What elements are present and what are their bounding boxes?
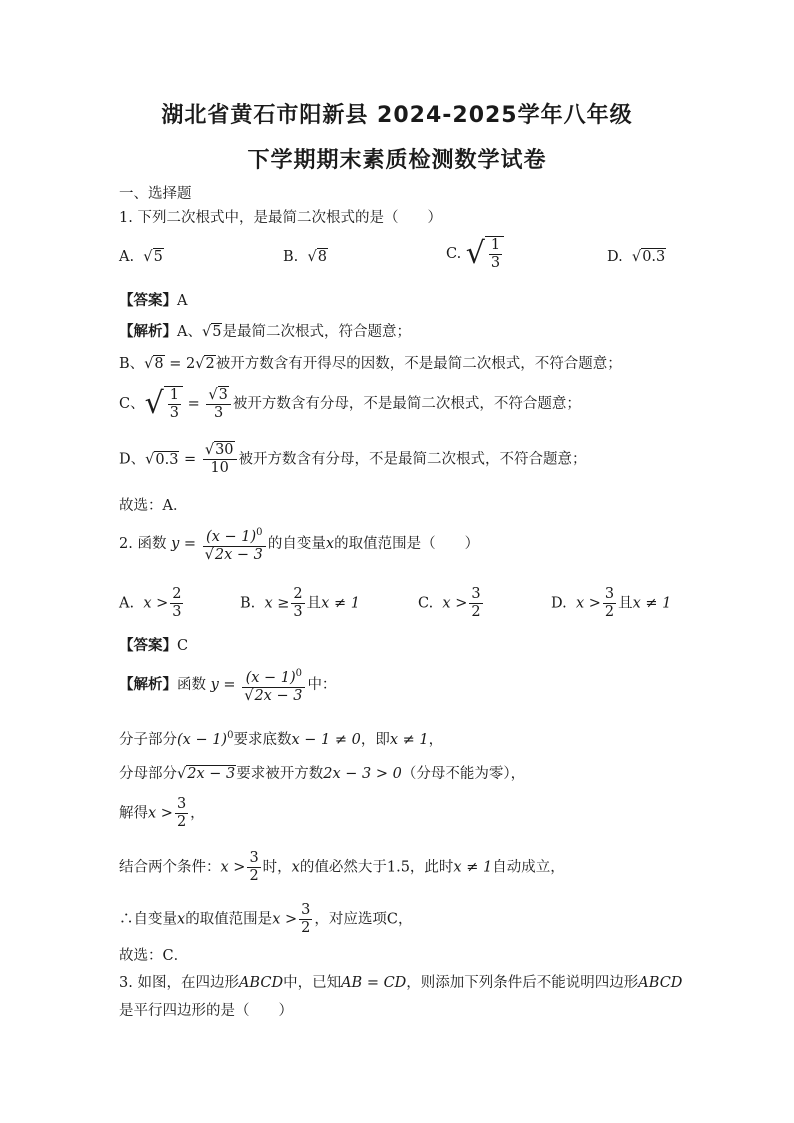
analysis-tag: 【解析】 — [119, 675, 177, 693]
stem-prefix: 2. 函数 — [119, 535, 167, 552]
denominator: 2 — [471, 604, 481, 620]
analysis-text: 被开方数含有分母，不是最简二次根式，不符合题意； — [232, 396, 581, 412]
sqrt-fraction: √ $\frac{1}{3}$ — [466, 236, 504, 272]
q1-choose: 故选：A． — [119, 498, 188, 514]
math-expr: x > — [220, 859, 246, 876]
stem-text: 的取值范围是（ ） — [334, 535, 480, 552]
denominator: 2 — [301, 920, 311, 936]
numerator: (x − 1) — [206, 528, 257, 545]
math-expr: 2x − 3 > 0 — [323, 766, 402, 782]
q1-option-c — [446, 236, 504, 272]
q1-option-d: D. √0.3 — [607, 249, 666, 265]
q1-analysis-c: C、 √ $\frac{1}{3}$ = $\frac{√3}{3}$ 被开方数含有分母，不是最简二次根式，不符合题意； — [119, 386, 581, 421]
math-var: x — [325, 535, 335, 552]
math-var: x — [177, 911, 186, 928]
math-var: y — [210, 676, 219, 693]
math-expr: x > — [575, 595, 601, 612]
exponent: 0 — [256, 527, 263, 538]
math-expr: x > — [272, 911, 298, 928]
section-heading: 一、选择题 — [119, 186, 192, 202]
analysis-text: 的值必然大于 — [299, 859, 387, 876]
equation-part: = 2 — [164, 356, 196, 372]
numerator: 3 — [249, 850, 259, 866]
analysis-text: 是最简二次根式，符合题意； — [222, 324, 411, 340]
analysis-tag: 【解析】 — [119, 323, 177, 340]
question-3-stem-line1 — [119, 971, 682, 992]
function-fraction: $\frac{(x - 1)^0}{√2x - 3}$ — [203, 524, 266, 564]
analysis-text: ， — [190, 805, 205, 822]
denominator: 2 — [604, 604, 615, 620]
denominator: 2 — [176, 814, 187, 830]
math-value: 1.5 — [386, 859, 410, 876]
exponent: 0 — [227, 730, 234, 742]
analysis-text: 被开方数含有分母，不是最简二次根式，不符合题意； — [238, 451, 587, 468]
radicand: 2 — [205, 356, 215, 372]
math-expr: AB = CD — [341, 975, 407, 991]
radicand: 0.3 — [642, 249, 666, 265]
numerator: 1 — [169, 387, 179, 403]
q2-analysis-intro: 【解析】函数 y = $\frac{(x - 1)^0}{√2x - 3}$ 中： — [119, 665, 336, 705]
math-expr: x − 1 ≠ 0 — [291, 732, 361, 748]
analysis-text: 被开方数含有开得尽的因数，不是最简二次根式，不符合题意； — [215, 356, 622, 372]
sqrt-fraction: √ $\frac{1}{3}$ — [145, 386, 183, 422]
option-letter: D. — [551, 595, 567, 612]
math-expr: x > — [148, 805, 173, 822]
analysis-prefix: B、 — [119, 356, 145, 372]
analysis-text: （分母不能为零）， — [401, 766, 526, 782]
math-expr: x ≠ 1 — [453, 859, 493, 876]
numerator: 3 — [176, 796, 187, 812]
option-letter: A. — [119, 249, 135, 265]
function-fraction: $\frac{(x - 1)^0}{√2x - 3}$ — [242, 665, 305, 705]
radicand: 0.3 — [155, 451, 179, 468]
math-expr: x > — [143, 595, 169, 612]
math-expr: ABCD — [638, 975, 683, 991]
q2-analysis-line1 — [119, 728, 443, 749]
q2-analysis-line3 — [119, 796, 205, 831]
option-text: 且 — [618, 595, 633, 612]
math-var: x — [291, 859, 300, 876]
q1-answer — [119, 289, 187, 310]
analysis-text: 分子部分 — [119, 732, 177, 748]
stem-text: 中，已知 — [283, 975, 342, 991]
q1-option-b: B. √8 — [283, 249, 327, 265]
q2-analysis-line5 — [119, 902, 412, 937]
math-expr: x ≠ 1 — [389, 732, 429, 748]
denominator: 3 — [293, 604, 303, 620]
q1-analysis-d: D、√0.3 = $\frac{√30}{10}$ 被开方数含有分母，不是最简二次根式，不符合题意； — [119, 442, 587, 476]
analysis-text: 结合两个条件： — [119, 859, 221, 876]
answer-tag: 【答案】 — [119, 637, 177, 654]
stem-text: 的自变量 — [267, 535, 326, 552]
analysis-text: ，对应选项C， — [314, 911, 413, 928]
math-expr: (x − 1) — [177, 732, 228, 748]
q2-answer — [119, 634, 188, 655]
analysis-text: 自动成立， — [492, 859, 565, 876]
analysis-text: 中： — [307, 676, 337, 693]
math-expr: x ≠ 1 — [632, 595, 672, 612]
q2-option-c — [418, 586, 485, 621]
question-3-stem-line2: 是平行四边形的是（ ） — [119, 1003, 293, 1019]
q1-analysis-b: B、√8 = 2√2被开方数含有开得尽的因数，不是最简二次根式，不符合题意； — [119, 356, 622, 372]
q2-option-d — [551, 586, 671, 621]
math-expr: ABCD — [238, 975, 284, 991]
denominator: 3 — [490, 255, 501, 271]
analysis-prefix: D、 — [119, 451, 146, 468]
numerator: 3 — [301, 902, 311, 918]
radicand: 2x − 3 — [187, 766, 236, 782]
option-letter: A. — [119, 595, 135, 612]
option-letter: C. — [418, 595, 434, 612]
fraction: $\frac{√30}{10}$ — [203, 442, 237, 477]
radicand: 2x − 3 — [254, 687, 303, 704]
math-var: y — [171, 535, 180, 552]
analysis-text: ， — [428, 732, 444, 748]
analysis-text: 时， — [262, 859, 292, 876]
option-letter: D. — [607, 249, 623, 265]
analysis-text: ，此时 — [409, 859, 454, 876]
answer-value: C — [177, 638, 189, 654]
math-expr: x > — [442, 595, 468, 612]
radicand: 3 — [218, 386, 228, 403]
analysis-text: 解得 — [119, 805, 148, 822]
analysis-text: 的取值范围是 — [185, 911, 273, 928]
numerator: 2 — [293, 586, 303, 602]
option-letter: C. — [446, 246, 462, 262]
q2-analysis-line2: 分母部分√2x − 3要求被开方数2x − 3 > 0（分母不能为零）， — [119, 766, 526, 782]
answer-tag: 【答案】 — [119, 292, 177, 309]
analysis-text: ，即 — [360, 732, 390, 748]
numerator: (x − 1) — [245, 669, 296, 686]
radicand: 5 — [153, 249, 163, 265]
exam-title-line2: 下学期期末素质检测数学试卷 — [247, 148, 547, 173]
radicand: 8 — [317, 249, 327, 265]
denominator: 2 — [249, 868, 259, 884]
denominator: 3 — [169, 405, 179, 421]
option-text: 且 — [306, 595, 322, 612]
question-2-stem: 2. 函数 y = $\frac{(x - 1)^0}{√2x - 3}$ 的自变量x的取值范围是（ ） — [119, 524, 479, 564]
denominator: 3 — [206, 404, 230, 422]
numerator: 1 — [490, 237, 501, 253]
q1-analysis-a: 【解析】A、√5是最简二次根式，符合题意； — [119, 323, 411, 340]
question-1-stem: 1. 下列二次根式中，是最简二次根式的是（ ） — [119, 210, 442, 226]
radicand: 8 — [154, 356, 164, 372]
denominator: 3 — [172, 604, 182, 620]
math-expr: x ≥ — [264, 595, 290, 612]
answer-value: A — [177, 293, 188, 309]
analysis-prefix: C、 — [119, 396, 145, 412]
fraction: $\frac{√3}{3}$ — [206, 387, 230, 422]
analysis-text: 要求被开方数 — [236, 766, 324, 782]
option-letter: B. — [240, 595, 256, 612]
q2-option-b — [240, 586, 360, 621]
numerator: 2 — [172, 586, 182, 602]
denominator: 10 — [203, 459, 237, 477]
analysis-prefix: 函数 — [177, 676, 206, 693]
exam-title-line1: 湖北省黄石市阳新县 2024-2025学年八年级 — [161, 103, 633, 128]
q2-choose: 故选：C． — [119, 948, 189, 964]
stem-text: ，则添加下列条件后不能说明四边形 — [406, 975, 639, 991]
numerator: 3 — [471, 586, 481, 602]
q1-option-a: A. √5 — [119, 249, 163, 265]
radicand: 30 — [215, 442, 234, 458]
analysis-text: 要求底数 — [233, 732, 292, 748]
radicand: 2x − 3 — [214, 546, 263, 563]
math-expr: x ≠ 1 — [321, 595, 360, 612]
exponent: 0 — [295, 668, 303, 679]
analysis-text: ∴自变量 — [119, 911, 177, 928]
option-letter: B. — [283, 249, 299, 265]
q2-analysis-line4 — [119, 850, 565, 885]
analysis-prefix: A、 — [177, 324, 202, 340]
analysis-text: 分母部分 — [119, 766, 177, 782]
numerator: 3 — [604, 586, 615, 602]
q2-option-a — [119, 586, 185, 621]
radicand: 5 — [212, 324, 222, 340]
stem-prefix: 3. 如图，在四边形 — [119, 975, 239, 991]
